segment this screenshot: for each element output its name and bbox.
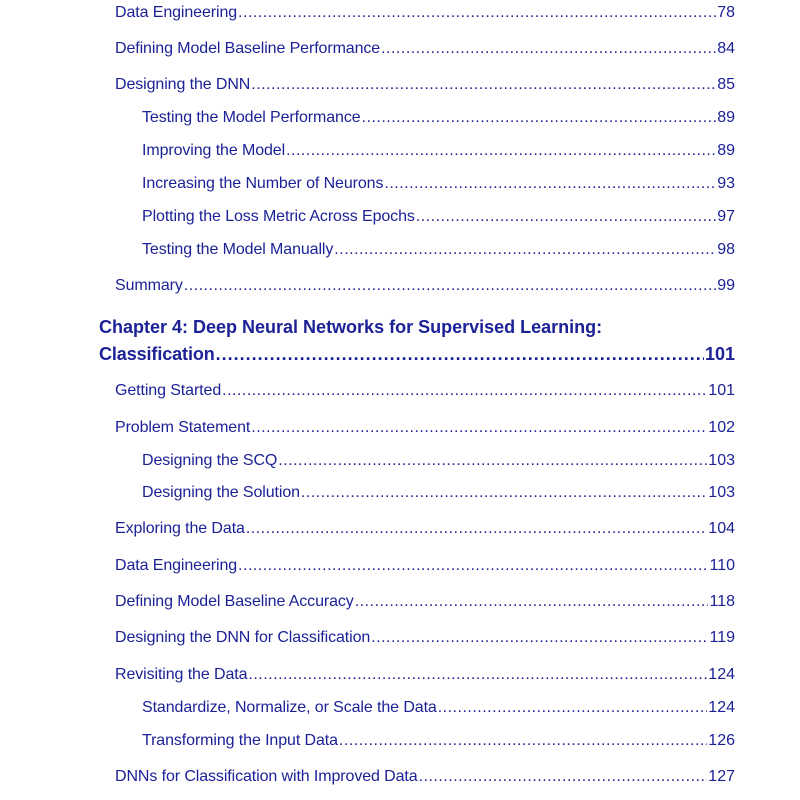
toc-entry-plotting-the-loss-metric[interactable] bbox=[142, 207, 735, 227]
toc-entry-designing-the-dnn[interactable] bbox=[115, 75, 735, 95]
toc-entry-page: 93 bbox=[717, 175, 735, 192]
toc-entry-page: 104 bbox=[708, 520, 735, 537]
toc-entry-testing-the-model-manually[interactable] bbox=[142, 240, 735, 260]
toc-entry-data-engineering[interactable] bbox=[115, 3, 735, 23]
toc-entry-page: 126 bbox=[708, 732, 735, 749]
toc-entry-title: Exploring the Data bbox=[115, 520, 245, 537]
dot-leader bbox=[251, 418, 707, 438]
chapter-heading-entry[interactable] bbox=[99, 344, 735, 364]
toc-entry-title: Transforming the Input Data bbox=[142, 732, 338, 749]
dot-leader bbox=[238, 3, 716, 23]
toc-entry-page: 101 bbox=[708, 382, 735, 399]
toc-entry-page: 119 bbox=[709, 629, 735, 646]
dot-leader bbox=[419, 767, 708, 787]
dot-leader bbox=[362, 108, 717, 128]
dot-leader bbox=[216, 344, 704, 364]
toc-entry-page: 97 bbox=[717, 208, 735, 225]
toc-entry-testing-the-model-performance[interactable] bbox=[142, 108, 735, 128]
toc-entry-page: 103 bbox=[708, 484, 735, 501]
toc-entry-page: 127 bbox=[708, 768, 735, 785]
toc-entry-title: Standardize, Normalize, or Scale the Data bbox=[142, 699, 437, 716]
toc-entry-page: 124 bbox=[708, 699, 735, 716]
toc-entry-improving-the-model[interactable] bbox=[142, 141, 735, 161]
toc-entry-title: Improving the Model bbox=[142, 142, 286, 159]
toc-entry-designing-the-scq[interactable] bbox=[142, 451, 735, 471]
toc-entry-page: 78 bbox=[717, 4, 735, 21]
dot-leader bbox=[301, 483, 707, 503]
dot-leader bbox=[416, 207, 716, 227]
toc-entry-problem-statement[interactable] bbox=[115, 418, 735, 438]
toc-entry-title: Summary bbox=[115, 277, 183, 294]
toc-entry-standardize-normalize-scale[interactable] bbox=[142, 698, 735, 718]
dot-leader bbox=[438, 698, 708, 718]
toc-entry-dnns-for-classification-improved-data[interactable] bbox=[115, 767, 735, 787]
toc-entry-title: Revisiting the Data bbox=[115, 666, 248, 683]
toc-entry-title: Plotting the Loss Metric Across Epochs bbox=[142, 208, 415, 225]
toc-entry-title: Designing the Solution bbox=[142, 484, 300, 501]
toc-entry-title: Increasing the Number of Neurons bbox=[142, 175, 384, 192]
toc-entry-title: Testing the Model Manually bbox=[142, 241, 334, 258]
toc-entry-title: Defining Model Baseline Accuracy bbox=[115, 593, 354, 610]
dot-leader bbox=[355, 592, 709, 612]
toc-entry-data-engineering-2[interactable] bbox=[115, 556, 735, 576]
toc-entry-defining-model-baseline-performance[interactable] bbox=[115, 39, 735, 59]
dot-leader bbox=[238, 556, 708, 576]
toc-entry-page: 89 bbox=[717, 142, 735, 159]
toc-entry-title: Defining Model Baseline Performance bbox=[115, 40, 381, 57]
toc-entry-title: Problem Statement bbox=[115, 419, 251, 436]
toc-entry-page: 102 bbox=[708, 419, 735, 436]
dot-leader bbox=[384, 174, 716, 194]
toc-entry-page: 124 bbox=[708, 666, 735, 683]
toc-entry-page: 98 bbox=[717, 241, 735, 258]
toc-entry-title: Designing the SCQ bbox=[142, 452, 278, 469]
toc-entry-revisiting-the-data[interactable] bbox=[115, 665, 735, 685]
toc-entry-title: Data Engineering bbox=[115, 557, 238, 574]
toc-entry-title: Data Engineering bbox=[115, 4, 238, 21]
toc-entry-summary[interactable] bbox=[115, 276, 735, 296]
toc-entry-title: Getting Started bbox=[115, 382, 222, 399]
dot-leader bbox=[334, 240, 716, 260]
dot-leader bbox=[248, 665, 707, 685]
dot-leader bbox=[278, 451, 707, 471]
chapter-heading-line1[interactable]: Chapter 4: Deep Neural Networks for Supervised Learning: bbox=[99, 317, 603, 337]
dot-leader bbox=[371, 628, 708, 648]
chapter-page: 101 bbox=[704, 344, 735, 364]
toc-entry-designing-the-solution[interactable] bbox=[142, 483, 735, 503]
toc-entry-designing-the-dnn-for-classification[interactable] bbox=[115, 628, 735, 648]
toc-entry-getting-started[interactable] bbox=[115, 381, 735, 401]
toc-entry-page: 103 bbox=[708, 452, 735, 469]
toc-entry-title: DNNs for Classification with Improved Data bbox=[115, 768, 418, 785]
toc-entry-page: 99 bbox=[717, 277, 735, 294]
toc-entry-exploring-the-data[interactable] bbox=[115, 519, 735, 539]
dot-leader bbox=[246, 519, 707, 539]
toc-entry-transforming-the-input-data[interactable] bbox=[142, 731, 735, 751]
dot-leader bbox=[286, 141, 716, 161]
toc-entry-title: Designing the DNN for Classification bbox=[115, 629, 371, 646]
toc-entry-title: Testing the Model Performance bbox=[142, 109, 361, 126]
dot-leader bbox=[184, 276, 716, 296]
toc-entry-page: 85 bbox=[717, 76, 735, 93]
chapter-heading-line2: Classification bbox=[99, 344, 215, 364]
toc-entry-page: 110 bbox=[709, 557, 735, 574]
dot-leader bbox=[222, 381, 707, 401]
toc-entry-increasing-the-number-of-neurons[interactable] bbox=[142, 174, 735, 194]
dot-leader bbox=[251, 75, 716, 95]
toc-entry-page: 118 bbox=[709, 593, 735, 610]
toc-entry-defining-model-baseline-accuracy[interactable] bbox=[115, 592, 735, 612]
dot-leader bbox=[381, 39, 716, 59]
dot-leader bbox=[339, 731, 707, 751]
toc-entry-title: Designing the DNN bbox=[115, 76, 251, 93]
toc-entry-page: 89 bbox=[717, 109, 735, 126]
toc-entry-page: 84 bbox=[717, 40, 735, 57]
